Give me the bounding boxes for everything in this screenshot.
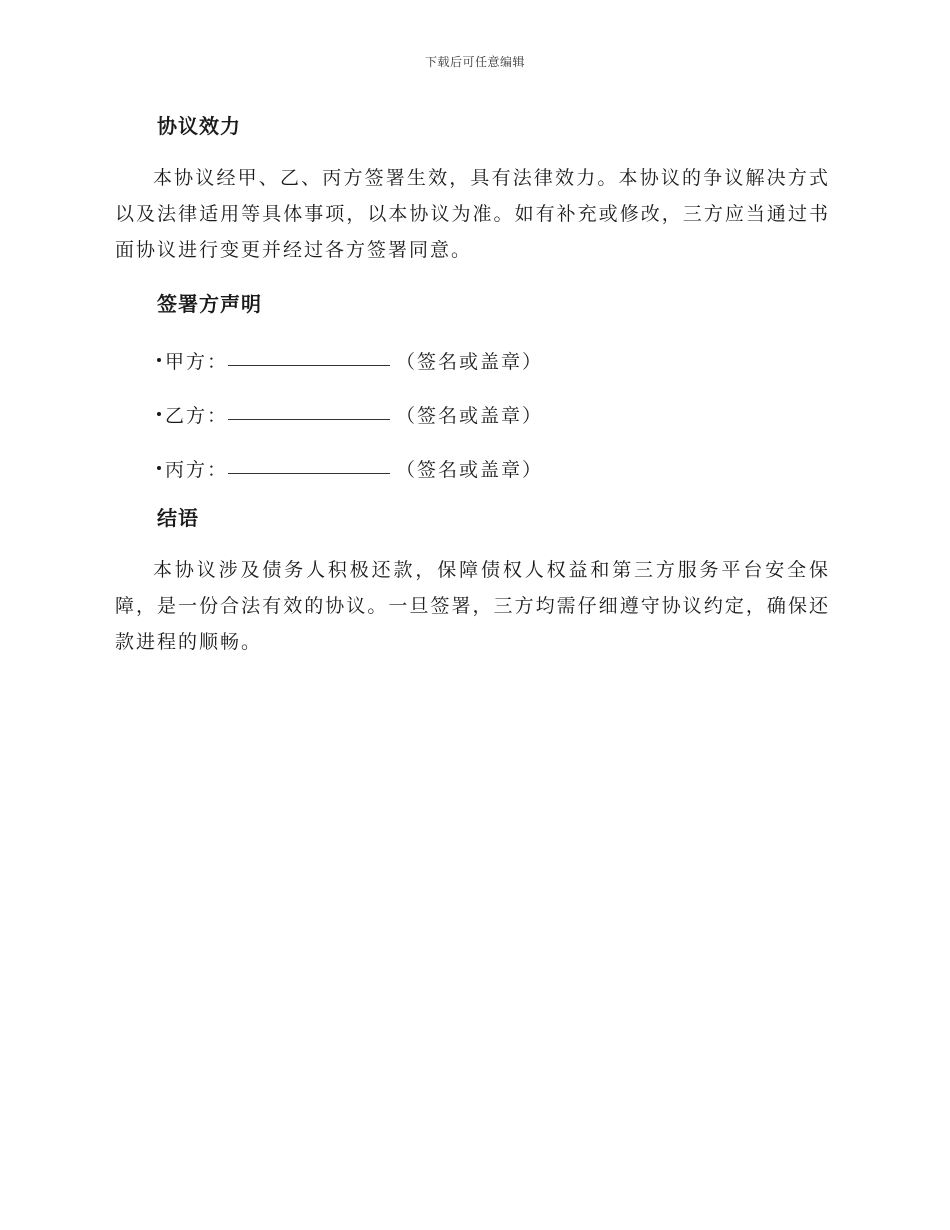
party-label: 丙方： <box>165 459 229 481</box>
signature-row-party-a <box>115 338 830 374</box>
signature-line[interactable] <box>228 364 390 366</box>
document-body <box>115 108 830 660</box>
spacer <box>115 536 830 552</box>
spacer <box>115 482 830 500</box>
party-label: 乙方： <box>165 405 229 427</box>
bullet-icon <box>157 358 161 362</box>
signature-row-party-c <box>115 446 830 482</box>
signature-line[interactable] <box>228 472 390 474</box>
bullet-icon <box>157 412 161 416</box>
signature-hint: （签名或盖章） <box>396 405 544 427</box>
section-title-conclusion: 结语 <box>157 506 199 530</box>
section-title-signatories: 签署方声明 <box>157 292 262 316</box>
section-body-conclusion: 本协议涉及债务人积极还款，保障债权人权益和第三方服务平台安全保障，是一份合法有效的协议。一旦签署，三方均需仔细遵守协议约定，确保还款进程的顺畅。 <box>115 559 830 653</box>
spacer <box>115 268 830 286</box>
signature-hint: （签名或盖章） <box>396 351 544 373</box>
signature-line[interactable] <box>228 418 390 420</box>
signature-hint: （签名或盖章） <box>396 459 544 481</box>
page-header-note: 下载后可任意编辑 <box>424 55 525 69</box>
section-title-validity: 协议效力 <box>157 114 241 138</box>
spacer <box>115 144 830 160</box>
party-label: 甲方： <box>165 351 229 373</box>
bullet-icon <box>157 466 161 470</box>
spacer <box>115 322 830 338</box>
section-body-validity: 本协议经甲、乙、丙方签署生效，具有法律效力。本协议的争议解决方式以及法律适用等具体事项，以本协议为准。如有补充或修改，三方应当通过书面协议进行变更并经过各方签署同意。 <box>115 167 830 261</box>
signature-row-party-b <box>115 392 830 428</box>
